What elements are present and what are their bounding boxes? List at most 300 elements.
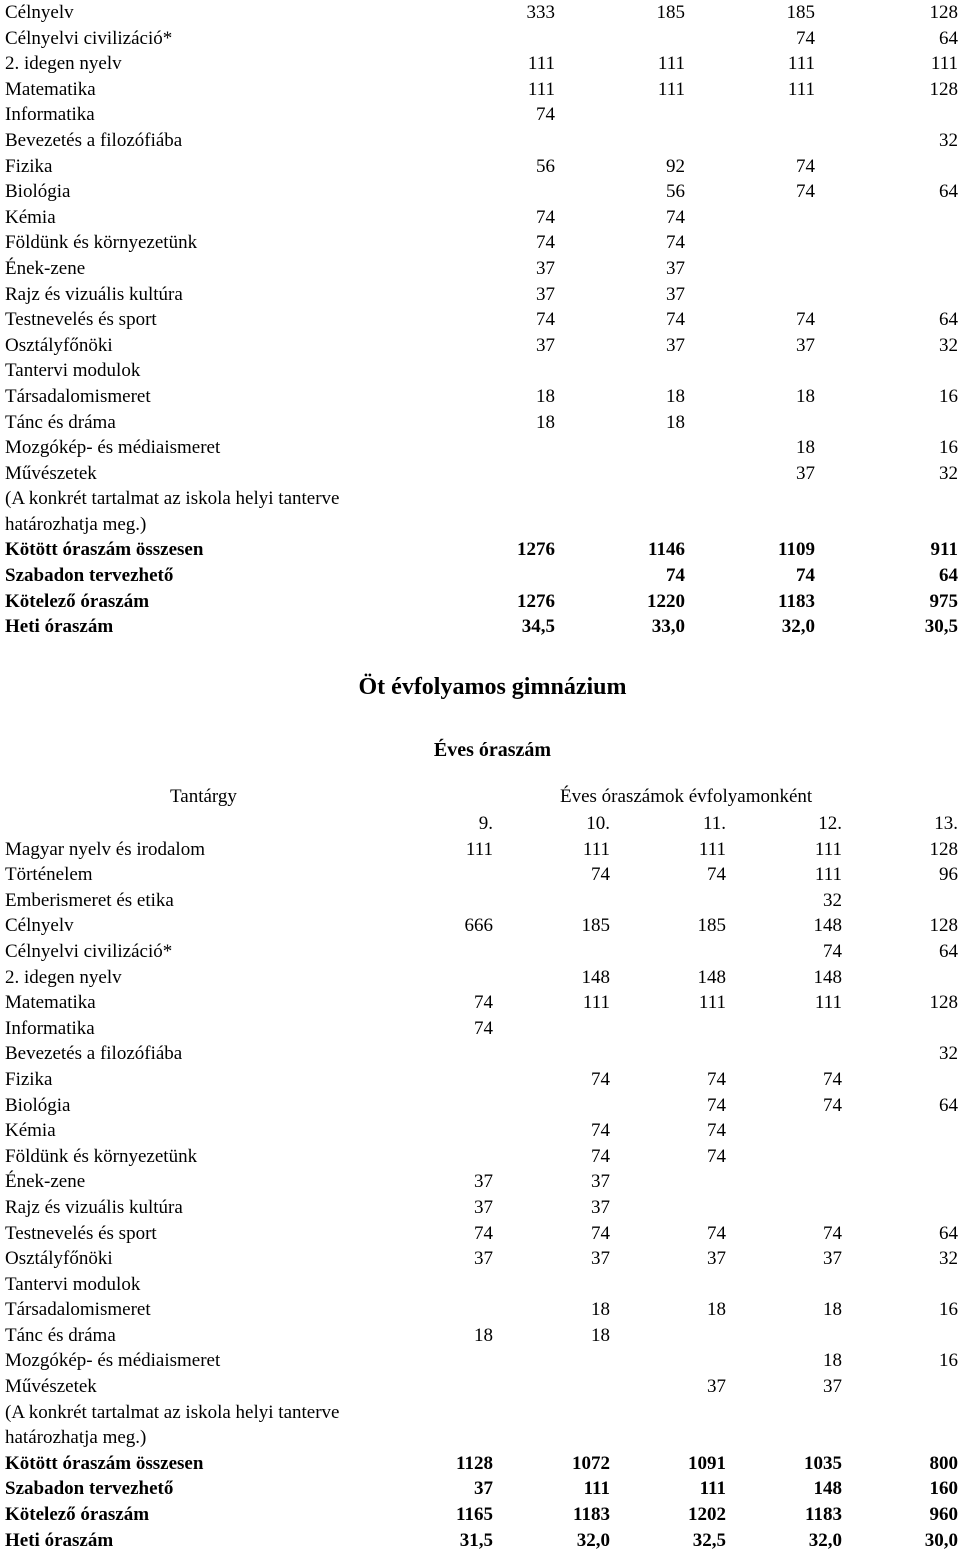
hours-value: 16 xyxy=(939,1299,958,1321)
table-row xyxy=(5,1221,958,1247)
total-value: 64 xyxy=(939,565,958,587)
hours-value xyxy=(380,1144,493,1170)
hours-value: 128 xyxy=(929,2,958,23)
table-row xyxy=(5,282,958,308)
total-value: 1276 xyxy=(517,590,555,612)
hours-value xyxy=(685,358,815,384)
hours-value: 37 xyxy=(591,1248,610,1270)
subject-label: Biológia xyxy=(5,181,71,203)
hours-value: 111 xyxy=(814,992,842,1014)
hours-value xyxy=(815,154,958,180)
table-row xyxy=(5,1067,958,1093)
subject-label: Emberismeret és etika xyxy=(5,889,174,911)
hours-value: 74 xyxy=(474,1017,493,1039)
hours-value: 666 xyxy=(464,915,493,937)
hours-value: 18 xyxy=(823,1350,842,1372)
hours-value: 74 xyxy=(796,155,815,177)
section-title: Öt évfolyamos gimnázium xyxy=(358,674,627,700)
hours-value: 18 xyxy=(536,385,555,407)
subject-label: Tánc és dráma xyxy=(5,411,116,433)
hours-value: 74 xyxy=(536,232,555,254)
hours-value xyxy=(380,862,493,888)
hours-value xyxy=(815,282,958,308)
table-row xyxy=(5,1297,958,1323)
total-row xyxy=(5,1528,958,1554)
hours-value: 74 xyxy=(536,206,555,228)
hours-value: 74 xyxy=(707,1120,726,1142)
subject-label: Művészetek xyxy=(5,1376,97,1398)
hours-value: 18 xyxy=(591,1299,610,1321)
hours-value: 37 xyxy=(591,1196,610,1218)
hours-value xyxy=(842,1195,958,1221)
subject-label: Társadalomismeret xyxy=(5,385,151,407)
subject-label: Osztályfőnöki xyxy=(5,334,113,356)
hours-value xyxy=(610,1272,726,1298)
hours-value: 74 xyxy=(707,1068,726,1090)
hours-value: 32 xyxy=(939,1043,958,1065)
table-row xyxy=(5,1041,958,1067)
table-row xyxy=(5,333,958,359)
note-row xyxy=(5,512,958,538)
subject-label: Társadalomismeret xyxy=(5,1299,151,1321)
subject-label: Fizika xyxy=(5,155,53,177)
hours-value: 128 xyxy=(929,992,958,1014)
total-value: 960 xyxy=(929,1504,958,1526)
hours-value xyxy=(425,461,555,487)
subject-label: 2. idegen nyelv xyxy=(5,53,122,75)
hours-value: 74 xyxy=(536,309,555,331)
hours-value xyxy=(493,1374,610,1400)
total-value: 1128 xyxy=(456,1452,493,1474)
subject-label: Rajz és vizuális kultúra xyxy=(5,1196,183,1218)
hours-value: 111 xyxy=(698,838,726,860)
grade-header: 12. xyxy=(818,813,842,834)
hours-value: 37 xyxy=(823,1248,842,1270)
hours-value: 18 xyxy=(823,1299,842,1321)
total-label: Kötött óraszám összesen xyxy=(5,1452,204,1474)
hours-value: 16 xyxy=(939,437,958,459)
hours-value: 64 xyxy=(939,1222,958,1244)
note-row xyxy=(5,486,958,512)
hours-value xyxy=(815,256,958,282)
hours-value: 74 xyxy=(591,1068,610,1090)
hours-value xyxy=(726,1144,842,1170)
subject-column-header: Tantárgy xyxy=(170,786,237,807)
hours-value xyxy=(842,888,958,914)
subject-label: Mozgókép- és médiaismeret xyxy=(5,1350,221,1372)
hours-value: 185 xyxy=(581,915,610,937)
hours-value: 32 xyxy=(939,129,958,151)
table-row xyxy=(5,358,958,384)
hours-value: 74 xyxy=(823,940,842,962)
hours-value xyxy=(842,1323,958,1349)
hours-value xyxy=(842,1374,958,1400)
hours-value: 37 xyxy=(707,1248,726,1270)
hours-value xyxy=(842,1067,958,1093)
total-value: 1183 xyxy=(805,1504,842,1526)
hours-value xyxy=(555,358,685,384)
total-label: Kötelező óraszám xyxy=(5,590,150,612)
total-row xyxy=(5,589,958,615)
subject-label: Rajz és vizuális kultúra xyxy=(5,283,183,305)
subject-label: Tantervi modulok xyxy=(5,1273,141,1295)
hours-value: 74 xyxy=(796,309,815,331)
table-row xyxy=(5,837,958,863)
total-value: 1183 xyxy=(778,590,815,612)
total-value xyxy=(425,563,555,589)
total-label: Heti óraszám xyxy=(5,616,114,638)
hours-value: 74 xyxy=(707,1094,726,1116)
subject-label: Informatika xyxy=(5,104,95,126)
hours-value: 185 xyxy=(697,915,726,937)
hours-value: 37 xyxy=(591,1171,610,1193)
hours-value: 18 xyxy=(536,411,555,433)
total-value: 111 xyxy=(583,1478,610,1500)
hours-value: 32 xyxy=(939,334,958,356)
table-row xyxy=(5,307,958,333)
hours-value xyxy=(610,1041,726,1067)
table-row xyxy=(5,939,958,965)
hours-value: 37 xyxy=(474,1196,493,1218)
total-label: Heti óraszám xyxy=(5,1529,114,1551)
subject-label: Mozgókép- és médiaismeret xyxy=(5,437,221,459)
hours-value: 37 xyxy=(796,462,815,484)
hours-value xyxy=(380,1297,493,1323)
table-row xyxy=(5,1348,958,1374)
hours-value xyxy=(380,1093,493,1119)
total-value: 37 xyxy=(474,1478,493,1500)
hours-value xyxy=(610,1348,726,1374)
total-value: 1146 xyxy=(648,539,685,561)
hours-value xyxy=(555,128,685,154)
grade-header-row xyxy=(5,811,958,837)
hours-value: 37 xyxy=(536,334,555,356)
total-label: Szabadon tervezhető xyxy=(5,565,174,587)
hours-value: 185 xyxy=(786,2,815,23)
hours-value: 37 xyxy=(666,283,685,305)
section-subtitle: Éves óraszám xyxy=(433,739,552,761)
subject-label: Magyar nyelv és irodalom xyxy=(5,838,205,860)
hours-value: 37 xyxy=(474,1171,493,1193)
subject-label: Matematika xyxy=(5,992,96,1014)
table-row xyxy=(5,102,958,128)
subject-label: Célnyelvi civilizáció* xyxy=(5,27,173,49)
hours-value: 32 xyxy=(939,1248,958,1270)
subject-label: Művészetek xyxy=(5,462,97,484)
table-row xyxy=(5,1323,958,1349)
five-year-hours-table xyxy=(5,811,958,1553)
note-row xyxy=(5,1400,958,1426)
hours-value: 111 xyxy=(698,992,726,1014)
subject-label: Testnevelés és sport xyxy=(5,1222,157,1244)
table-row xyxy=(5,1246,958,1272)
total-label: Szabadon tervezhető xyxy=(5,1478,174,1500)
hours-value xyxy=(380,888,493,914)
table-row xyxy=(5,1169,958,1195)
hours-value: 37 xyxy=(707,1376,726,1398)
total-label: Kötelező óraszám xyxy=(5,1504,150,1526)
hours-value: 74 xyxy=(707,864,726,886)
hours-value xyxy=(726,1323,842,1349)
table1-body xyxy=(5,0,958,640)
hours-value xyxy=(493,1272,610,1298)
subject-label: Földünk és környezetünk xyxy=(5,232,198,254)
table-row xyxy=(5,128,958,154)
total-row xyxy=(5,537,958,563)
hours-value: 56 xyxy=(666,181,685,203)
hours-value xyxy=(610,1016,726,1042)
hours-value xyxy=(380,1041,493,1067)
hours-value: 37 xyxy=(666,334,685,356)
hours-value xyxy=(555,461,685,487)
hours-value xyxy=(726,1272,842,1298)
hours-value: 333 xyxy=(526,2,555,23)
note-text: (A konkrét tartalmat az iskola helyi tanterve xyxy=(5,1401,340,1423)
table-row xyxy=(5,51,958,77)
hours-value xyxy=(555,435,685,461)
total-value: 32,0 xyxy=(576,1529,610,1551)
subject-label: Ének-zene xyxy=(5,257,86,279)
hours-value: 37 xyxy=(666,257,685,279)
table-row xyxy=(5,1118,958,1144)
hours-value: 111 xyxy=(657,53,685,75)
table-row xyxy=(5,179,958,205)
hours-value xyxy=(685,256,815,282)
blank-cell xyxy=(5,811,380,837)
hours-value: 18 xyxy=(796,437,815,459)
subject-label: Bevezetés a filozófiába xyxy=(5,129,183,151)
hours-value: 74 xyxy=(591,1120,610,1142)
hours-value: 18 xyxy=(474,1324,493,1346)
subject-label: Informatika xyxy=(5,1017,95,1039)
subject-label: Fizika xyxy=(5,1068,53,1090)
hours-value: 18 xyxy=(591,1324,610,1346)
total-value: 1072 xyxy=(572,1452,610,1474)
hours-value xyxy=(726,1169,842,1195)
hours-value: 92 xyxy=(666,155,685,177)
hours-value: 37 xyxy=(823,1376,842,1398)
total-row xyxy=(5,614,958,640)
hours-value xyxy=(610,1323,726,1349)
hours-value xyxy=(493,1093,610,1119)
hours-value: 111 xyxy=(657,78,685,100)
hours-value: 18 xyxy=(796,385,815,407)
hours-value: 37 xyxy=(796,334,815,356)
table-row xyxy=(5,965,958,991)
hours-value xyxy=(555,102,685,128)
total-label: Kötött óraszám összesen xyxy=(5,539,204,561)
table-row xyxy=(5,461,958,487)
hours-value: 18 xyxy=(666,411,685,433)
hours-value: 111 xyxy=(787,53,815,75)
total-value: 31,5 xyxy=(459,1529,493,1551)
note-text: határozhatja meg.) xyxy=(5,513,147,535)
hours-value xyxy=(815,230,958,256)
hours-value xyxy=(685,410,815,436)
hours-value: 111 xyxy=(527,53,555,75)
hours-value xyxy=(425,26,555,52)
total-value: 33,0 xyxy=(651,616,685,638)
hours-value: 148 xyxy=(581,966,610,988)
hours-value: 74 xyxy=(823,1222,842,1244)
hours-value: 148 xyxy=(813,915,842,937)
hours-value: 185 xyxy=(656,2,685,23)
hours-value xyxy=(726,1195,842,1221)
total-value: 32,0 xyxy=(808,1529,842,1551)
subject-label: Tánc és dráma xyxy=(5,1324,116,1346)
hours-value xyxy=(842,965,958,991)
hours-value xyxy=(726,1016,842,1042)
hours-value xyxy=(380,1374,493,1400)
hours-value: 37 xyxy=(474,1248,493,1270)
hours-value xyxy=(610,888,726,914)
hours-value: 74 xyxy=(823,1094,842,1116)
note-text: (A konkrét tartalmat az iskola helyi tanterve xyxy=(5,488,340,510)
hours-value: 32 xyxy=(823,889,842,911)
hours-value: 64 xyxy=(939,1094,958,1116)
total-value: 1035 xyxy=(804,1452,842,1474)
hours-value: 111 xyxy=(930,53,958,75)
hours-value: 56 xyxy=(536,155,555,177)
subject-label: Kémia xyxy=(5,206,56,228)
total-value: 800 xyxy=(929,1452,958,1474)
hours-value: 74 xyxy=(666,309,685,331)
hours-value: 96 xyxy=(939,864,958,886)
hours-value xyxy=(425,179,555,205)
table-row xyxy=(5,1272,958,1298)
hours-value xyxy=(425,358,555,384)
hours-value xyxy=(842,1016,958,1042)
total-value: 74 xyxy=(796,565,815,587)
subject-label: Történelem xyxy=(5,864,93,886)
table-row xyxy=(5,1374,958,1400)
hours-value xyxy=(493,888,610,914)
note-text: határozhatja meg.) xyxy=(5,1427,147,1449)
table-row xyxy=(5,1195,958,1221)
table-row xyxy=(5,435,958,461)
hours-value xyxy=(380,939,493,965)
hours-value xyxy=(380,965,493,991)
total-value: 160 xyxy=(929,1478,958,1500)
hours-value: 111 xyxy=(465,838,493,860)
table-row xyxy=(5,990,958,1016)
hours-value xyxy=(726,1041,842,1067)
total-value: 32,5 xyxy=(692,1529,726,1551)
hours-value xyxy=(493,1041,610,1067)
hours-value xyxy=(842,1118,958,1144)
total-value: 1183 xyxy=(573,1504,610,1526)
total-row xyxy=(5,1502,958,1528)
hours-value xyxy=(493,1016,610,1042)
grade-header: 9. xyxy=(478,813,493,834)
hours-value: 18 xyxy=(707,1299,726,1321)
hours-value: 74 xyxy=(666,206,685,228)
hours-value xyxy=(842,1272,958,1298)
total-value: 1165 xyxy=(456,1504,493,1526)
total-row xyxy=(5,1476,958,1502)
hours-value xyxy=(610,939,726,965)
subject-label: Matematika xyxy=(5,78,96,100)
hours-value: 128 xyxy=(929,915,958,937)
hours-value: 74 xyxy=(707,1222,726,1244)
grade-header: 11. xyxy=(702,813,726,834)
hours-value xyxy=(380,1118,493,1144)
hours-value xyxy=(685,102,815,128)
total-value: 148 xyxy=(813,1478,842,1500)
table-row xyxy=(5,0,958,26)
total-value: 1091 xyxy=(688,1452,726,1474)
hours-value xyxy=(380,1348,493,1374)
hours-value: 74 xyxy=(591,1222,610,1244)
hours-value xyxy=(493,1348,610,1374)
hours-value: 74 xyxy=(823,1068,842,1090)
hours-value xyxy=(842,1144,958,1170)
hours-value: 148 xyxy=(813,966,842,988)
total-value: 74 xyxy=(666,565,685,587)
hours-value: 111 xyxy=(527,78,555,100)
subject-label: Biológia xyxy=(5,1094,71,1116)
hours-value: 74 xyxy=(707,1145,726,1167)
table-row xyxy=(5,1144,958,1170)
subject-label: Földünk és környezetünk xyxy=(5,1145,198,1167)
hours-value: 74 xyxy=(536,104,555,126)
table-row xyxy=(5,77,958,103)
hours-value xyxy=(425,435,555,461)
hours-value: 111 xyxy=(582,838,610,860)
hours-value: 74 xyxy=(591,1145,610,1167)
table-row xyxy=(5,384,958,410)
hours-table-continued xyxy=(5,0,958,640)
hours-value xyxy=(726,1118,842,1144)
hours-value xyxy=(815,358,958,384)
total-row xyxy=(5,563,958,589)
total-value: 1276 xyxy=(517,539,555,561)
hours-value xyxy=(685,205,815,231)
subject-label: Célnyelv xyxy=(5,915,74,937)
total-value: 1109 xyxy=(778,539,815,561)
subject-label: Testnevelés és sport xyxy=(5,309,157,331)
hours-value: 37 xyxy=(536,257,555,279)
table-row xyxy=(5,26,958,52)
note-row xyxy=(5,1425,958,1451)
subject-label: Osztályfőnöki xyxy=(5,1248,113,1270)
hours-value: 111 xyxy=(787,78,815,100)
hours-value xyxy=(380,1067,493,1093)
hours-value: 18 xyxy=(666,385,685,407)
grade-header: 10. xyxy=(586,813,610,834)
subject-label: Célnyelvi civilizáció* xyxy=(5,940,173,962)
total-value: 1220 xyxy=(647,590,685,612)
table-row xyxy=(5,1093,958,1119)
table-row xyxy=(5,888,958,914)
hours-value: 74 xyxy=(591,864,610,886)
table-row xyxy=(5,205,958,231)
hours-value xyxy=(610,1195,726,1221)
hours-value: 128 xyxy=(929,838,958,860)
hours-value: 64 xyxy=(939,27,958,49)
hours-value xyxy=(380,1272,493,1298)
hours-value xyxy=(685,230,815,256)
hours-value: 64 xyxy=(939,181,958,203)
subject-label: Bevezetés a filozófiába xyxy=(5,1043,183,1065)
total-value: 30,0 xyxy=(924,1529,958,1551)
table2-body xyxy=(5,811,958,1553)
subject-label: Kémia xyxy=(5,1120,56,1142)
total-value: 911 xyxy=(930,539,958,561)
table-row xyxy=(5,154,958,180)
hours-value: 64 xyxy=(939,309,958,331)
hours-value xyxy=(842,1169,958,1195)
